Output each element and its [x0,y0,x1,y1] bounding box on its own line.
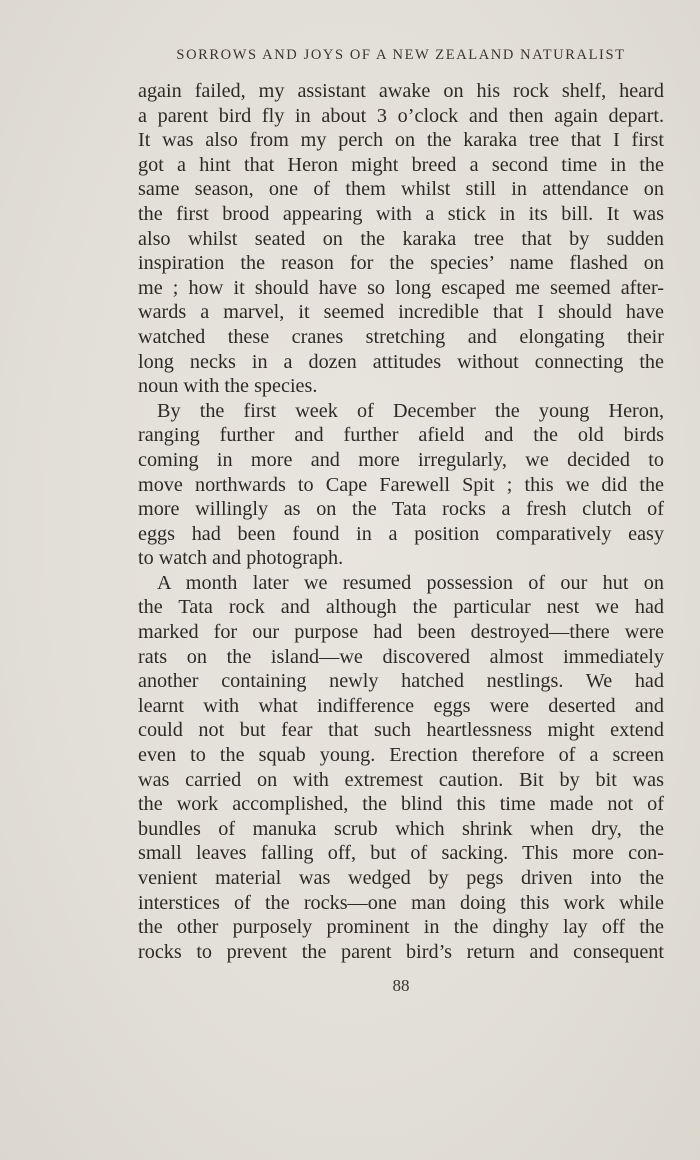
text-line: interstices of the rocks—one man doing this work while [138,891,664,914]
page-number: 88 [392,976,410,995]
text-line: got a hint that Heron might breed a second time in the [138,153,664,176]
text-line: inspiration the reason for the species’ name flashed on [138,252,664,275]
text-line: me ; how it should have so long escaped me seemed after- [138,276,664,299]
text-line: small leaves falling off, but of sacking. This more con- [138,842,664,865]
text-line: was carried on with extremest caution. Bit by bit was [138,768,664,791]
text-line: coming in more and more irregularly, we decided to [138,448,664,471]
text-line: rocks to prevent the parent bird’s return and consequent [138,940,664,963]
running-head: SORROWS AND JOYS OF A NEW ZEALAND NATURALIST [176,47,626,63]
text-line: same season, one of them whilst still in attendance on [138,178,664,201]
text-line: venient material was wedged by pegs driven into the [138,867,664,889]
text-line: long necks in a dozen attitudes without connecting the [138,350,664,373]
text-line: ranging further and further afield and the old birds [138,424,664,447]
text-line-paragraph-end: to watch and photograph. [138,547,344,570]
text-line-paragraph-start: A month later we resumed possession of our hut on [157,571,664,594]
text-line: bundles of manuka scrub which shrink when dry, the [138,817,664,840]
text-line: again failed, my assistant awake on his rock shelf, heard [138,80,664,102]
body-text [138,79,664,964]
text-line: rats on the island—we discovered almost immediately [138,645,664,668]
text-line: eggs had been found in a position comparatively easy [138,522,664,545]
text-line: move northwards to Cape Farewell Spit ; this we did the [138,473,664,496]
text-line: another containing newly hatched nestlings. We had [138,670,664,693]
text-line: could not but fear that such heartlessness might extend [138,719,664,742]
text-line: even to the squab young. Erection therefore of a screen [138,744,664,767]
text-line: wards a marvel, it seemed incredible that I should have [138,301,664,324]
text-line: a parent bird fly in about 3 o’clock and then again depart. [138,104,664,127]
text-line: the work accomplished, the blind this time made not of [138,793,664,816]
text-line: more willingly as on the Tata rocks a fresh clutch of [138,498,664,521]
text-line: marked for our purpose had been destroyed—there were [138,621,664,644]
text-line: watched these cranes stretching and elongating their [138,325,664,348]
text-line: the other purposely prominent in the dinghy lay off the [138,916,664,939]
text-line: also whilst seated on the karaka tree that by sudden [138,227,664,250]
text-line: the first brood appearing with a stick in its bill. It was [138,202,664,225]
text-line: learnt with what indifference eggs were deserted and [138,694,664,717]
text-line-paragraph-start: By the first week of December the young Heron, [157,399,664,422]
text-line: the Tata rock and although the particular nest we had [138,596,664,619]
text-line-paragraph-end: noun with the species. [138,375,318,398]
text-line: It was also from my perch on the karaka tree that I first [138,129,664,152]
